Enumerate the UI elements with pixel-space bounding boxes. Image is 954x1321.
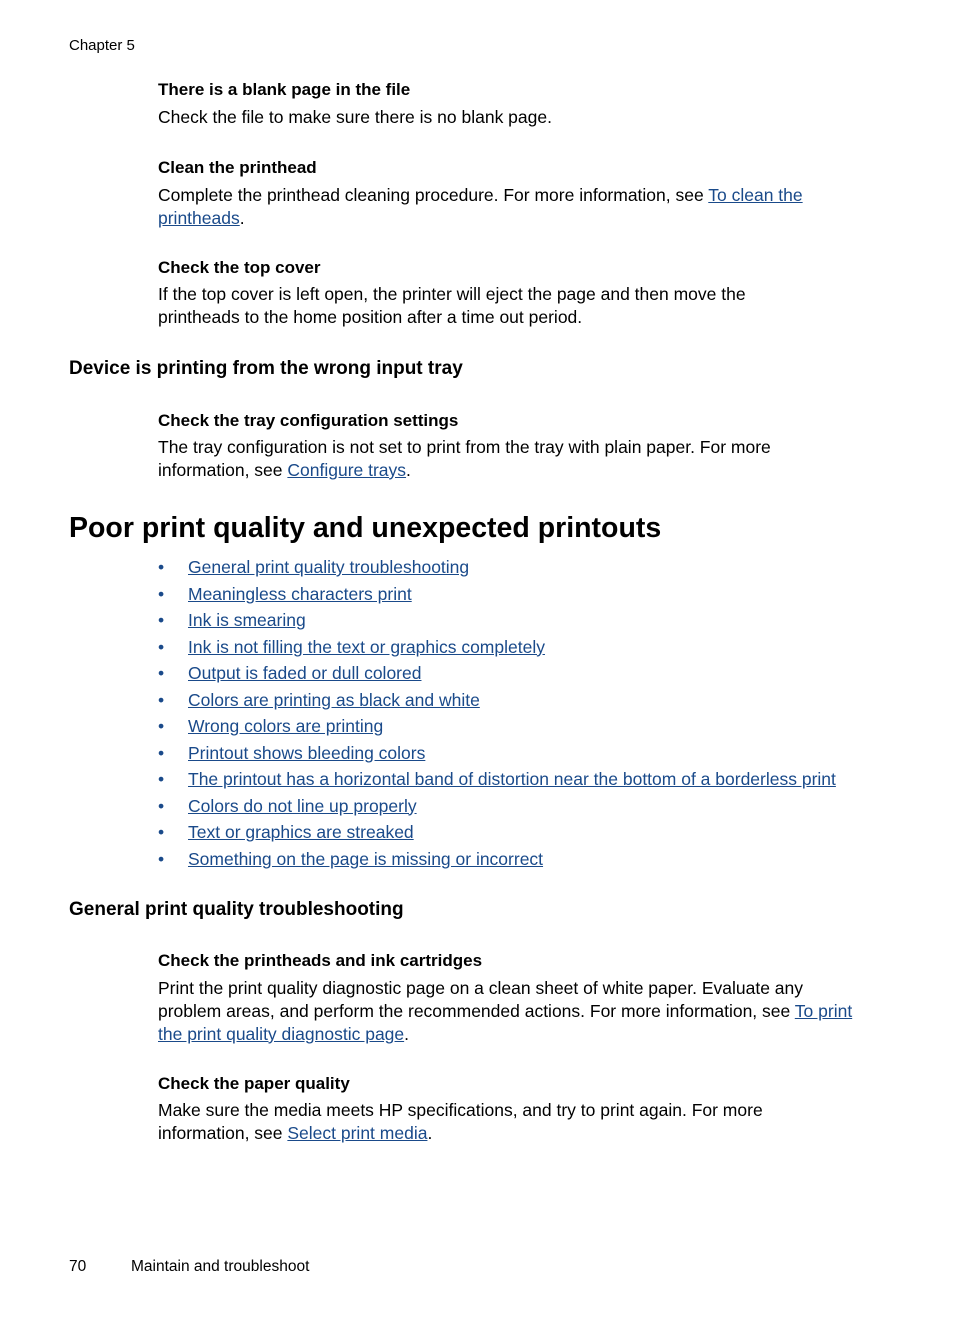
link-select-print-media[interactable]: Select print media bbox=[287, 1123, 428, 1143]
heading-paper-quality: Check the paper quality bbox=[158, 1074, 350, 1093]
link-to-clean-printheads[interactable]: To clean the printheads bbox=[158, 185, 803, 228]
heading-top-cover: Check the top cover bbox=[158, 258, 321, 277]
footer-section-title: Maintain and troubleshoot bbox=[131, 1258, 310, 1275]
chapter-header: Chapter 5 bbox=[69, 37, 135, 54]
heading-tray-config: Check the tray configuration settings bbox=[158, 411, 459, 430]
period: . bbox=[404, 1024, 410, 1044]
bullet-icon: • bbox=[158, 583, 165, 604]
link-output-faded[interactable]: Output is faded or dull colored bbox=[188, 663, 422, 683]
text-printheads-cartridges: Print the print quality diagnostic page on a clean sheet of white paper. Evaluate any problem areas, and perform the recommended actions. For more information, see bbox=[158, 978, 804, 1021]
link-print-diagnostic-page[interactable]: To print the print quality diagnostic page bbox=[158, 1001, 853, 1044]
link-text-streaked[interactable]: Text or graphics are streaked bbox=[188, 822, 414, 842]
bullet-icon: • bbox=[158, 769, 165, 789]
paragraph-clean-printhead bbox=[158, 184, 878, 230]
bullet-icon: • bbox=[158, 716, 165, 736]
period: . bbox=[239, 208, 245, 228]
period: . bbox=[406, 460, 411, 480]
heading-blank-page: There is a blank page in the file bbox=[158, 80, 411, 99]
paragraph-printheads-cartridges bbox=[158, 977, 858, 1046]
link-something-missing[interactable]: Something on the page is missing or incorrect bbox=[188, 848, 544, 869]
text-tray-config: The tray configuration is not set to print from the tray with plain paper. For more information, see bbox=[158, 437, 771, 480]
paragraph-paper-quality bbox=[158, 1099, 808, 1145]
paragraph-blank-page: Check the file to make sure there is no blank page. bbox=[158, 107, 552, 127]
heading-wrong-input-tray: Device is printing from the wrong input tray bbox=[69, 358, 463, 379]
heading-clean-printhead: Clean the printhead bbox=[158, 158, 317, 177]
link-ink-not-filling[interactable]: Ink is not filling the text or graphics completely bbox=[188, 636, 545, 657]
link-meaningless-characters[interactable]: Meaningless characters print bbox=[188, 583, 412, 604]
link-horizontal-band[interactable]: The printout has a horizontal band of distortion near the bottom of a borderless print bbox=[188, 769, 836, 789]
bullet-icon: • bbox=[158, 795, 165, 816]
bullet-icon: • bbox=[158, 822, 165, 842]
page-number: 70 bbox=[69, 1258, 87, 1275]
page-title: Poor print quality and unexpected printouts bbox=[69, 512, 662, 544]
link-bleeding-colors[interactable]: Printout shows bleeding colors bbox=[188, 742, 426, 763]
heading-general-print-quality: General print quality troubleshooting bbox=[69, 899, 404, 920]
bullet-icon: • bbox=[158, 742, 165, 763]
link-wrong-colors[interactable]: Wrong colors are printing bbox=[188, 716, 384, 736]
link-general-print-quality[interactable]: General print quality troubleshooting bbox=[188, 557, 470, 577]
bullet-icon: • bbox=[158, 689, 165, 710]
bullet-icon: • bbox=[158, 663, 165, 683]
paragraph-top-cover: If the top cover is left open, the printer will eject the page and then move the printheads to the home position after a time out period. bbox=[158, 284, 746, 327]
link-configure-trays[interactable]: Configure trays bbox=[287, 460, 407, 480]
text-clean-printhead: Complete the printhead cleaning procedure. For more information, see bbox=[158, 185, 709, 205]
text-paper-quality: Make sure the media meets HP specifications, and try to print again. For more information, see bbox=[158, 1100, 763, 1143]
link-colors-not-line-up[interactable]: Colors do not line up properly bbox=[188, 795, 417, 816]
bullet-icon: • bbox=[158, 610, 165, 630]
paragraph-tray-config bbox=[158, 436, 818, 482]
link-ink-smearing[interactable]: Ink is smearing bbox=[188, 610, 306, 630]
bullet-icon: • bbox=[158, 557, 165, 577]
period: . bbox=[427, 1123, 433, 1143]
heading-printheads-cartridges: Check the printheads and ink cartridges bbox=[158, 951, 483, 970]
bullet-icon: • bbox=[158, 848, 165, 869]
bullet-icon: • bbox=[158, 636, 165, 657]
link-colors-black-white[interactable]: Colors are printing as black and white bbox=[188, 689, 480, 710]
